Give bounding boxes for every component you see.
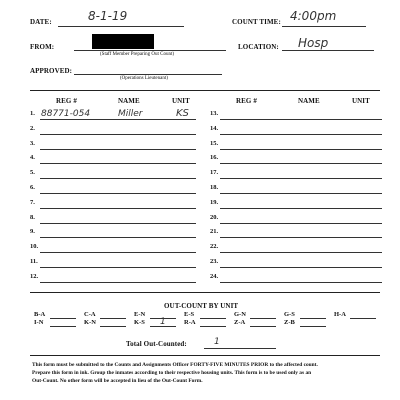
row-entry-line[interactable] [40,193,196,194]
row-entry-line[interactable] [40,178,196,179]
row-number: 22. [210,243,219,251]
left-unit-header: UNIT [172,97,190,105]
row-entry-line[interactable] [40,252,196,253]
location-label: LOCATION: [238,43,279,51]
approved-caption: (Operations Lieutenant) [120,76,168,81]
row-number: 10. [30,243,39,251]
row-entry-line[interactable] [220,163,382,164]
row-number: 16. [210,154,219,162]
row-entry-line[interactable] [220,223,382,224]
unit-count-line[interactable] [100,326,126,327]
row-number: 11. [30,258,38,265]
location-underline [282,50,374,51]
total-label: Total Out-Counted: [126,340,187,348]
total-underline [204,348,276,349]
unit-label-r-a: R-A [184,319,196,326]
unit-count-line[interactable] [200,326,226,327]
row-number: 14. [210,124,219,132]
footer-line-1: This form must be submitted to the Counts and Assignments Officer FORTY-FIVE MINUTES PRIOR to the affected count. [32,362,318,368]
row-entry-line[interactable] [220,237,382,238]
count-time-label: COUNT TIME: [232,18,281,26]
row-number: 7. [30,198,35,206]
right-unit-header: UNIT [352,97,370,105]
row-number: 15. [210,139,219,147]
from-underline [74,50,226,51]
date-value[interactable]: 8-1-19 [88,9,128,23]
right-name-header: NAME [298,97,320,105]
approved-underline [74,74,222,75]
footer-line-3: Out-Count. No other form will be accepted in lieu of the Out-Count Form. [32,378,203,384]
unit-label-k-n: K-N [84,319,96,326]
row-number: 4. [30,154,35,162]
unit-label-c-a: C-A [84,311,96,318]
row-entry-line[interactable] [40,237,196,238]
unit-count-line[interactable] [300,318,326,319]
row-number: 18. [210,184,219,191]
row-entry-line[interactable] [220,282,382,283]
row-number: 2. [30,124,35,132]
row-entry-line[interactable] [220,267,382,268]
date-label: DATE: [30,18,52,26]
unit-count-line[interactable] [250,326,276,327]
unit-count-line[interactable] [50,326,76,327]
footer-divider [30,355,380,356]
unit-label-e-s: E-S [184,311,195,318]
unit-count-line[interactable] [300,326,326,327]
unit-count-line[interactable] [350,318,376,319]
row-entry-line[interactable] [40,282,196,283]
row-number: 24. [210,272,219,280]
row-number: 5. [30,169,35,177]
unit-count-line[interactable] [250,318,276,319]
date-underline [58,26,184,27]
row-number: 13. [210,110,219,117]
location-value[interactable]: Hosp [298,36,329,50]
row-entry-line[interactable] [220,252,382,253]
row-entry-line[interactable] [40,119,196,120]
unit-cell[interactable]: KS [176,108,189,119]
footer-line-2: Prepare this form in ink. Group the inmates according to their respective housing units. This form is to be used only as an [32,370,312,376]
unit-label-z-b: Z-B [284,319,295,326]
row-number: 1. [30,110,35,117]
row-number: 6. [30,184,35,191]
row-entry-line[interactable] [40,134,196,135]
row-entry-line[interactable] [40,267,196,268]
approved-label: APPROVED: [30,67,73,75]
row-number: 23. [210,258,219,265]
right-reg-header: REG # [236,97,257,105]
row-entry-line[interactable] [220,149,382,150]
row-number: 3. [30,139,35,147]
left-reg-header: REG # [56,97,77,105]
row-entry-line[interactable] [220,119,382,120]
row-entry-line[interactable] [40,223,196,224]
unit-count-value[interactable]: 1 [160,317,166,327]
left-name-header: NAME [118,97,140,105]
from-label: FROM: [30,43,55,51]
row-entry-line[interactable] [40,208,196,209]
row-entry-line[interactable] [220,178,382,179]
redaction-box [92,34,154,49]
name-cell[interactable]: Miller [118,109,143,119]
unit-label-g-s: G-S [284,311,295,318]
from-caption: (Staff Member Preparing Out Count) [100,52,175,57]
total-value[interactable]: 1 [214,337,220,347]
table-divider [30,292,380,293]
unit-label-h-a: H-A [334,311,346,318]
row-entry-line[interactable] [220,134,382,135]
row-number: 9. [30,228,35,236]
row-number: 8. [30,213,35,221]
header-divider [30,90,380,91]
count-time-value[interactable]: 4:00pm [290,9,337,23]
unit-count-line[interactable] [200,318,226,319]
unit-label-g-n: G-N [234,311,246,318]
unit-label-k-s: K-S [134,319,145,326]
row-number: 20. [210,213,219,221]
unit-count-line[interactable] [100,318,126,319]
reg-number-cell[interactable]: 88771-054 [41,109,91,119]
unit-label-e-n: E-N [134,311,146,318]
unit-label-z-a: Z-A [234,319,246,326]
row-entry-line[interactable] [220,193,382,194]
unit-label-i-n: I-N [34,319,44,326]
unit-count-line[interactable] [50,318,76,319]
row-entry-line[interactable] [220,208,382,209]
row-entry-line[interactable] [40,163,196,164]
row-number: 17. [210,169,219,177]
out-count-by-unit-title: OUT-COUNT BY UNIT [164,302,239,310]
row-number: 21. [210,228,219,236]
row-number: 12. [30,272,39,280]
unit-label-b-a: B-A [34,311,46,318]
count-time-underline [282,26,366,27]
row-entry-line[interactable] [40,149,196,150]
row-number: 19. [210,198,219,206]
